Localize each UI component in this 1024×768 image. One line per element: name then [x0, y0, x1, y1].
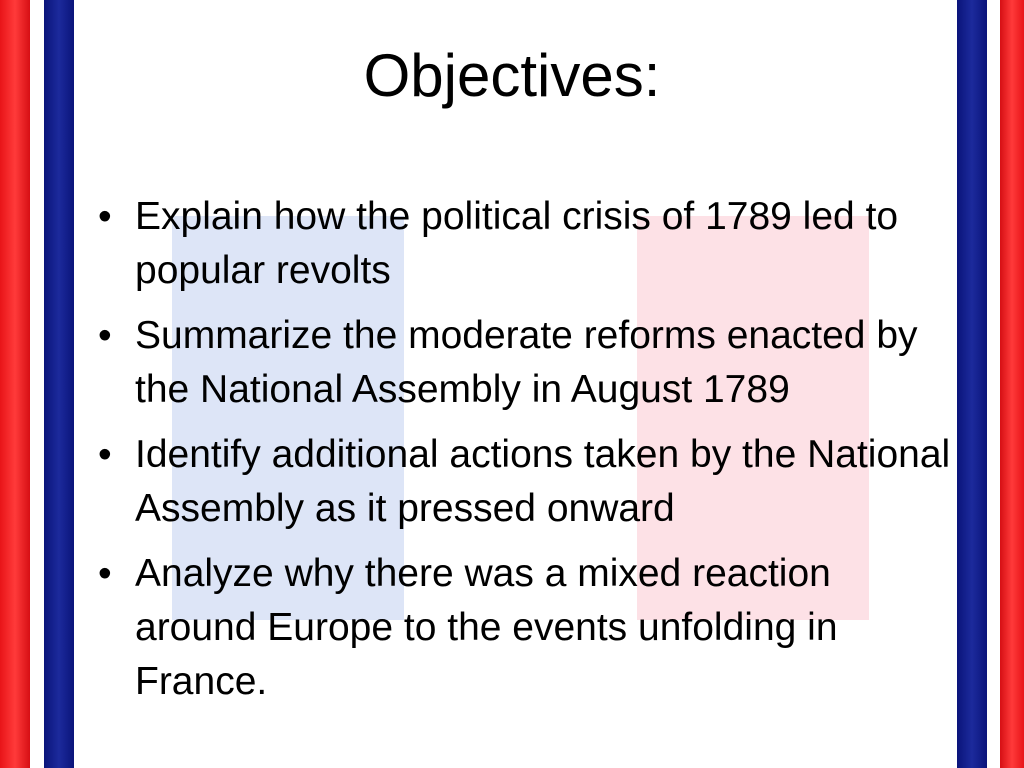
- objective-text: Summarize the moderate reforms enacted by the National Assembly in August 1789: [135, 314, 918, 411]
- left-red-stripe: [0, 0, 30, 768]
- objective-text: Analyze why there was a mixed reaction around Europe to the events unfolding in France.: [135, 552, 838, 703]
- objective-item: [98, 309, 958, 417]
- bullet-icon: •: [98, 433, 112, 476]
- objective-text: Identify additional actions taken by the National Assembly as it pressed onward: [135, 433, 951, 530]
- right-blue-stripe: [957, 0, 987, 768]
- right-red-stripe: [1000, 0, 1024, 768]
- bullet-icon: •: [98, 195, 112, 238]
- left-blue-stripe: [44, 0, 74, 768]
- bullet-icon: •: [98, 314, 112, 357]
- objective-item: [98, 190, 958, 298]
- slide-title: Objectives:: [363, 42, 661, 109]
- objective-text: Explain how the political crisis of 1789 led to popular revolts: [135, 195, 899, 292]
- objectives-list: [98, 190, 958, 720]
- objective-item: [98, 547, 958, 709]
- objective-item: [98, 428, 958, 536]
- bullet-icon: •: [98, 552, 112, 595]
